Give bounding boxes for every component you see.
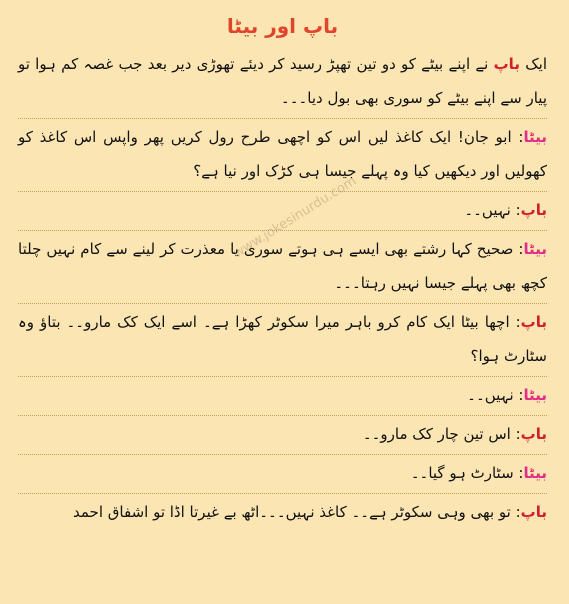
- intro-text: نے اپنے بیٹے کو دو تین تھپڑ رسید کر دیئے تھوڑی دیر بعد جب غصہ کم ہوا تو پیار سے اپنے بیٹے کو سوری بھی بول دیا۔۔۔: [18, 55, 547, 107]
- speaker-father: باپ: [520, 313, 547, 331]
- speaker-father: باپ: [520, 503, 547, 521]
- dialogue-line-5: [18, 377, 547, 416]
- dialogue-text: : اس تین چار کک مارو۔۔: [362, 425, 521, 443]
- speaker-son: بیٹا: [523, 128, 547, 146]
- dialogue-text: : تو بھی وہی سکوٹر ہے۔۔ کاغذ نہیں۔۔۔اٹھ بے غیرتا اڈا تو اشفاق احمد: [73, 503, 521, 521]
- dialogue-line-3: [18, 231, 547, 304]
- paragraph-intro: [18, 46, 547, 119]
- speaker-son: بیٹا: [523, 240, 547, 258]
- dialogue-text: : نہیں۔۔: [464, 201, 521, 219]
- dialogue-text: : اچھا بیٹا ایک کام کرو باہر میرا سکوٹر کھڑا ہے۔ اسے ایک کک مارو۔۔ بتاؤ وہ سٹارٹ ہوا؟: [18, 313, 547, 365]
- dialogue-line-8: [18, 494, 547, 532]
- dialogue-line-7: [18, 455, 547, 494]
- speaker-father: باپ: [493, 55, 520, 73]
- joke-content: [18, 46, 547, 532]
- speaker-father: باپ: [520, 425, 547, 443]
- dialogue-text: : سٹارٹ ہو گیا۔۔: [410, 464, 524, 482]
- watermark: www.jokesinurdu.com: [230, 173, 360, 262]
- speaker-father: باپ: [520, 201, 547, 219]
- dialogue-line-4: [18, 304, 547, 377]
- dialogue-text: : نہیں۔۔: [467, 386, 524, 404]
- dialogue-text: : ابو جان! ایک کاغذ لیں اس کو اچھی طرح رول کریں پھر واپس اس کاغذ کو کھولیں اور دیکھیں کیا وہ پہلے جیسا ہی کڑک اور نیا ہے؟: [18, 128, 547, 180]
- speaker-son: بیٹا: [523, 464, 547, 482]
- dialogue-line-6: [18, 416, 547, 455]
- page-title: باپ اور بیٹا: [226, 14, 339, 38]
- dialogue-text: : صحیح کہا رشتے بھی ایسے ہی ہوتے سوری یا معذرت کر لینے سے کام نہیں چلتا کچھ بھی پہلے جیسا نہیں رہتا۔۔۔: [18, 240, 547, 292]
- dialogue-line-1: [18, 119, 547, 192]
- intro-prefix: ایک: [519, 55, 547, 73]
- speaker-son: بیٹا: [523, 386, 547, 404]
